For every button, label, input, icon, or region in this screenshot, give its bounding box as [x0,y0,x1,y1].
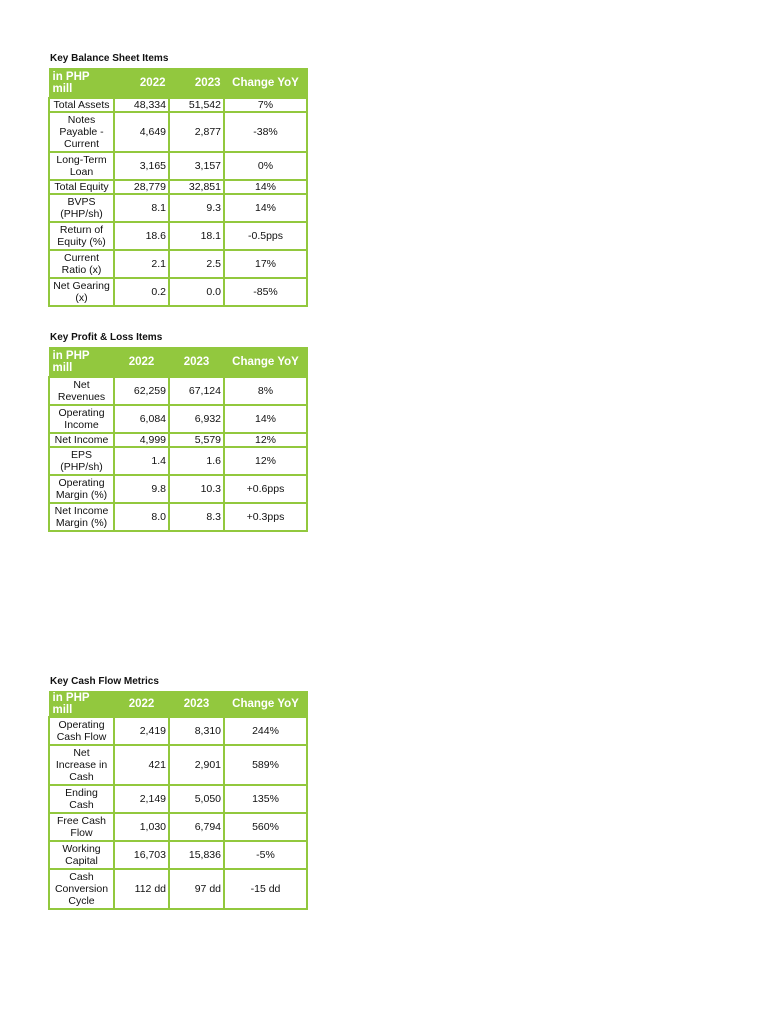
value-2022: 0.2 [114,278,169,306]
value-2022: 2,149 [114,785,169,813]
row-label: Working Capital [49,841,114,869]
value-change: 135% [224,785,307,813]
table-row [49,841,307,869]
value-2022: 6,084 [114,405,169,433]
value-change: 0% [224,152,307,180]
row-label: Net Income [49,433,114,447]
row-label: BVPS (PHP/sh) [49,194,114,222]
table-header-row [49,348,307,377]
table-row [49,98,307,112]
value-2022: 4,649 [114,112,169,152]
row-label: Notes Payable - Current [49,112,114,152]
value-2023: 5,050 [169,785,224,813]
header-2022: 2022 [114,692,169,718]
header-unit: in PHP mill [49,692,114,718]
value-2023: 2.5 [169,250,224,278]
table-row [49,475,307,503]
value-change: 589% [224,745,307,785]
value-change: 12% [224,447,307,475]
table-row [49,433,307,447]
value-change: 14% [224,194,307,222]
row-label: Operating Margin (%) [49,475,114,503]
section-title: Key Balance Sheet Items [50,53,169,64]
table-row [49,152,307,180]
value-2023: 51,542 [169,98,224,112]
value-2023: 10.3 [169,475,224,503]
value-2023: 2,877 [169,112,224,152]
table-row [49,745,307,785]
cash-flow-section [48,676,308,910]
value-2023: 5,579 [169,433,224,447]
cash-flow-table [48,691,308,910]
value-2022: 28,779 [114,180,169,194]
table-row [49,112,307,152]
table-row [49,717,307,745]
row-label: Cash Conversion Cycle [49,869,114,909]
value-change: -85% [224,278,307,306]
row-label: Operating Cash Flow [49,717,114,745]
value-change: -38% [224,112,307,152]
header-change: Change YoY [224,348,307,377]
value-2022: 18.6 [114,222,169,250]
value-change: 7% [224,98,307,112]
balance-sheet-table [48,68,308,307]
value-2022: 1,030 [114,813,169,841]
value-2023: 67,124 [169,377,224,405]
header-2022: 2022 [114,69,169,98]
row-label: Return of Equity (%) [49,222,114,250]
value-change: 8% [224,377,307,405]
profit-loss-section [48,332,308,532]
value-change: +0.6pps [224,475,307,503]
value-2023: 8,310 [169,717,224,745]
row-label: Operating Income [49,405,114,433]
value-change: -0.5pps [224,222,307,250]
header-unit: in PHP mill [49,348,114,377]
value-2022: 112 dd [114,869,169,909]
header-2023: 2023 [169,348,224,377]
value-2023: 2,901 [169,745,224,785]
table-row [49,813,307,841]
row-label: Net Increase in Cash [49,745,114,785]
table-row [49,447,307,475]
row-label: Total Equity [49,180,114,194]
value-2022: 2,419 [114,717,169,745]
section-title: Key Profit & Loss Items [50,332,163,343]
value-2022: 8.1 [114,194,169,222]
value-change: 244% [224,717,307,745]
row-label: Total Assets [49,98,114,112]
table-row [49,194,307,222]
row-label: Net Income Margin (%) [49,503,114,531]
value-2023: 6,794 [169,813,224,841]
header-unit: in PHP mill [49,69,114,98]
value-change: +0.3pps [224,503,307,531]
value-2022: 3,165 [114,152,169,180]
row-label: Net Gearing (x) [49,278,114,306]
table-row [49,250,307,278]
value-change: -15 dd [224,869,307,909]
row-label: Current Ratio (x) [49,250,114,278]
header-2023: 2023 [169,692,224,718]
value-2023: 3,157 [169,152,224,180]
table-header-row [49,692,307,718]
table-row [49,785,307,813]
value-2022: 48,334 [114,98,169,112]
value-2023: 0.0 [169,278,224,306]
header-change: Change YoY [224,69,307,98]
section-title: Key Cash Flow Metrics [50,676,159,687]
value-change: 560% [224,813,307,841]
table-row [49,222,307,250]
table-row [49,869,307,909]
value-2023: 6,932 [169,405,224,433]
table-row [49,180,307,194]
value-change: 17% [224,250,307,278]
value-2023: 9.3 [169,194,224,222]
value-2023: 32,851 [169,180,224,194]
table-row [49,278,307,306]
table-row [49,503,307,531]
value-2023: 15,836 [169,841,224,869]
value-change: 14% [224,405,307,433]
row-label: EPS (PHP/sh) [49,447,114,475]
value-2023: 18.1 [169,222,224,250]
value-2022: 2.1 [114,250,169,278]
row-label: Long-Term Loan [49,152,114,180]
table-row [49,405,307,433]
header-2022: 2022 [114,348,169,377]
profit-loss-table [48,347,308,532]
row-label: Ending Cash [49,785,114,813]
value-2022: 8.0 [114,503,169,531]
value-2022: 421 [114,745,169,785]
value-2022: 16,703 [114,841,169,869]
value-2022: 1.4 [114,447,169,475]
row-label: Net Revenues [49,377,114,405]
header-change: Change YoY [224,692,307,718]
table-row [49,377,307,405]
row-label: Free Cash Flow [49,813,114,841]
header-2023: 2023 [169,69,224,98]
value-2023: 8.3 [169,503,224,531]
value-2022: 62,259 [114,377,169,405]
value-change: -5% [224,841,307,869]
value-2022: 4,999 [114,433,169,447]
table-header-row [49,69,307,98]
balance-sheet-section [48,53,308,307]
value-2023: 97 dd [169,869,224,909]
value-change: 14% [224,180,307,194]
value-change: 12% [224,433,307,447]
value-2023: 1.6 [169,447,224,475]
value-2022: 9.8 [114,475,169,503]
